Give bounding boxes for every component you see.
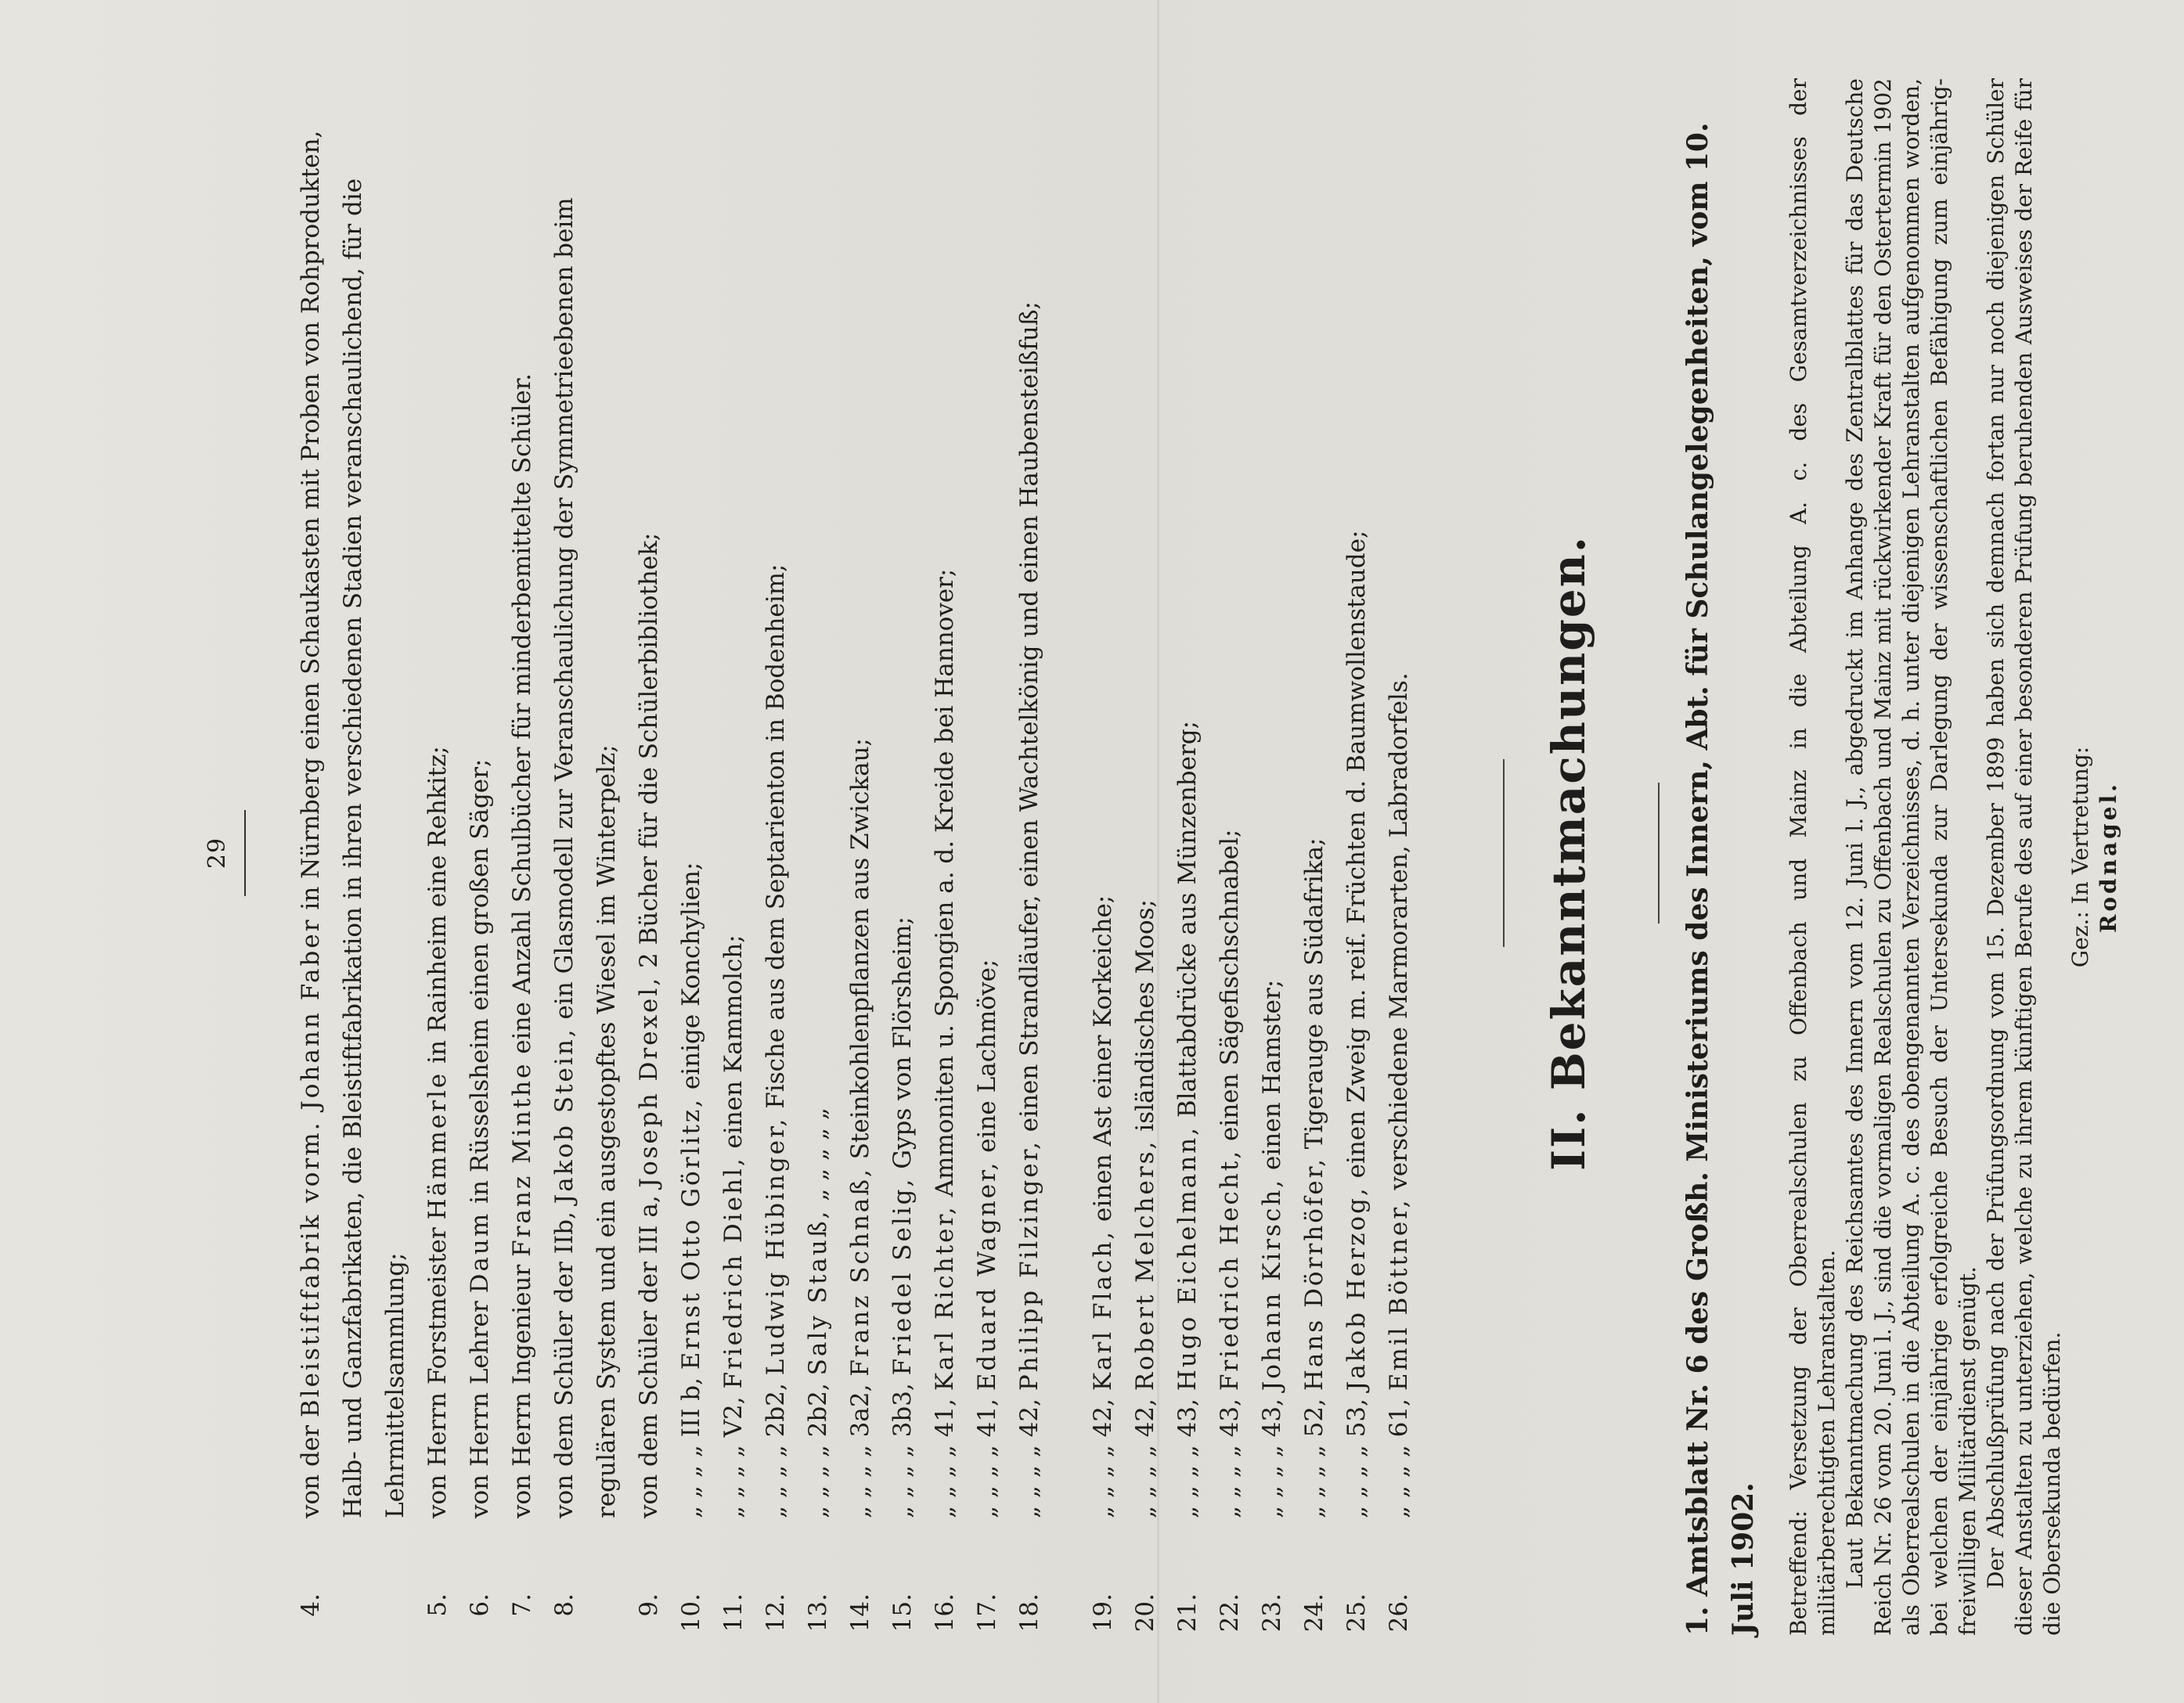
item-description: Tigerauge aus Südafrika;: [1300, 837, 1328, 1150]
list-item: [670, 78, 712, 1636]
item-description: einige Konchylien;: [677, 862, 705, 1090]
item-donor-name: Franz Minthe: [508, 1061, 536, 1257]
item-donor-name: Johann Kirsch,: [1258, 1177, 1286, 1392]
item-number: 5.: [423, 1593, 452, 1617]
item-body: [839, 78, 881, 1518]
item-number: 10.: [677, 1593, 705, 1633]
item-description: einen Sägefischschnabel;: [1216, 829, 1244, 1141]
item-donor-name: Jakob Herzog,: [1342, 1186, 1371, 1392]
list-item: [628, 78, 670, 1636]
item-body: [924, 78, 966, 1518]
notice-heading: 1. Amtsblatt Nr. 6 des Großh. Ministeriums des Innern, Abt. für Schulangelegenheiten, vom 10. Juli 1902.: [1681, 122, 1760, 1636]
list-item: [839, 78, 881, 1636]
item-body: [1378, 78, 1420, 1518]
item-donor-name: Ernst Otto Görlitz,: [677, 1096, 705, 1370]
notice-paragraph-1: Laut Bekanntmachung des Reichsamtes des Innern vom 12. Juni l. J., abgedruckt im Anhange des Zentralblattes für das Deutsche Reich Nr. 26 vom 20. Juni l. J., sind die vormaligen Realschulen zu Offenbach und Mainz mit rückwirkender Kraft für den Ostertermin 1902 als Oberrealschulen in die Abteilung A. c. des obengenannten Verzeichnisses, d. h. unter diejenigen Lehranstalten aufgenommen worden, bei welchen der einjährige erfolgreiche Besuch der Untersekunda zur Darlegung der wissenschaftlichen Befähigung zum einjährig-freiwilligen Militärdienst genügt.: [1842, 78, 1980, 1636]
list-item: [1293, 78, 1335, 1636]
item-donor-name: Hämmerle: [423, 1071, 452, 1220]
item-description: „ „ „ „ „: [804, 1107, 832, 1201]
list-item: [1124, 78, 1166, 1636]
item-body: [416, 78, 459, 1518]
item-description: Gyps von Flörsheim;: [888, 916, 917, 1169]
item-body: [1293, 78, 1335, 1518]
list-item: [543, 78, 628, 1636]
item-description: eine Lachmöve;: [973, 959, 1001, 1153]
notice-signature-line: Gez.: In Vertretung:: [2067, 746, 2093, 968]
item-body: [797, 78, 839, 1518]
item-number: 17.: [973, 1593, 1001, 1633]
item-description: einen Zweig m. reif. Früchten d. Baumwollenstaude;: [1342, 530, 1371, 1179]
item-description: in Rainheim eine Rehkitz;: [423, 746, 452, 1064]
item-prefix: „ „ „ „ 43,: [1258, 1399, 1286, 1518]
item-description: einen Hamster;: [1258, 979, 1286, 1170]
item-number: 22.: [1216, 1593, 1244, 1633]
item-donor-name: Emil Böttner,: [1385, 1197, 1413, 1392]
item-prefix: „ „ „ „ 42,: [1089, 1399, 1117, 1518]
item-donor-name: Karl Flach,: [1089, 1229, 1117, 1392]
list-item: [1335, 78, 1378, 1636]
list-item: [881, 78, 924, 1636]
list-gap: [1051, 78, 1082, 1636]
item-donor-name: Franz Schnaß,: [846, 1167, 874, 1377]
item-prefix: von Herrn Ingenieur: [508, 1264, 536, 1518]
item-body: [290, 78, 416, 1518]
item-prefix: von dem Schüler der III a,: [635, 1195, 663, 1518]
list-item: [416, 78, 459, 1636]
item-prefix: „ „ „ „ 3a2,: [846, 1384, 874, 1518]
item-donor-name: Philipp Filzinger,: [1015, 1140, 1043, 1392]
item-prefix: „ „ „ „ 2b2,: [762, 1383, 790, 1518]
item-donor-name: Hugo Eichelmann,: [1173, 1125, 1202, 1392]
item-body: [459, 78, 501, 1518]
list-item: [1082, 78, 1124, 1636]
item-body: [712, 78, 755, 1518]
item-number: 16.: [931, 1593, 959, 1633]
section-title: II. Bekanntmachungen.: [1542, 535, 1595, 1172]
item-number: 21.: [1173, 1593, 1202, 1633]
item-prefix: „ „ „ „ 42,: [1131, 1399, 1159, 1518]
page-number: 29: [204, 837, 231, 870]
item-body: [501, 78, 543, 1518]
item-donor-name: Joseph Drexel,: [635, 975, 663, 1188]
list-item: [1251, 78, 1293, 1636]
item-prefix: „ „ „ „ 2b2,: [804, 1383, 832, 1518]
item-donor-name: Hans Dörrhöfer,: [1300, 1157, 1328, 1392]
item-description: Fische aus dem Septarienton in Bodenheim;: [762, 563, 790, 1109]
item-donor-name: Friedel Selig,: [888, 1176, 917, 1376]
item-prefix: „ „ „ „ 43,: [1173, 1399, 1202, 1518]
item-donor-name: Friedrich Diehl,: [719, 1156, 748, 1389]
list-item: [1209, 78, 1251, 1636]
list-item: [755, 78, 797, 1636]
item-donor-name: Ludwig Hübinger,: [762, 1116, 790, 1376]
item-body: [670, 78, 712, 1518]
item-donor-name: Bleistiftfabrik vorm. Johann Faber: [297, 917, 325, 1418]
item-number: 20.: [1131, 1593, 1159, 1633]
item-number: 7.: [508, 1593, 536, 1617]
item-prefix: „ „ „ „ 43,: [1216, 1399, 1244, 1518]
item-number: 15.: [888, 1593, 917, 1633]
item-prefix: von dem Schüler der IIb,: [550, 1212, 578, 1518]
item-body: [1166, 78, 1209, 1518]
notice-text: [1785, 78, 2123, 1636]
notice-betreffend: Betreffend: Versetzung der Oberrealschulen zu Offenbach und Mainz in die Abteilung A. c. des Gesamtverzeichnisses der militärberechtigten Lehranstalten.: [1786, 78, 1840, 1636]
item-prefix: „ „ „ „ 61,: [1385, 1399, 1413, 1518]
item-body: [543, 78, 628, 1518]
item-prefix: „ „ „ „ 41,: [931, 1399, 959, 1518]
item-description: Steinkohlenpflanzen aus Zwickau;: [846, 738, 874, 1160]
item-body: [1008, 78, 1051, 1518]
item-description: Blattabdrücke aus Münzenberg;: [1173, 720, 1202, 1118]
donation-list: [290, 78, 1420, 1636]
item-body: [881, 78, 924, 1518]
item-body: [966, 78, 1008, 1518]
page-number-rule: [244, 810, 246, 896]
section-rule: [1503, 759, 1505, 947]
list-item: [501, 78, 543, 1636]
item-donor-name: Daum: [466, 1211, 494, 1294]
item-number: 23.: [1258, 1593, 1286, 1633]
item-prefix: von Herrn Lehrer: [466, 1301, 494, 1518]
list-item: [924, 78, 966, 1636]
item-prefix: „ „ „ „ 41,: [973, 1399, 1001, 1518]
item-description: einen Kammolch;: [719, 934, 748, 1149]
item-donor-name: Eduard Wagner,: [973, 1160, 1001, 1392]
item-number: 13.: [804, 1593, 832, 1633]
item-prefix: „ „ „ „ V2,: [719, 1396, 748, 1518]
list-item: [1378, 78, 1420, 1636]
rotated-page: [172, 70, 2121, 1636]
item-prefix: „ „ „ „ 3b3,: [888, 1383, 917, 1518]
notice-paragraph-2: Der Abschlußprüfung nach der Prüfungsordnung vom 15. Dezember 1899 haben sich demnach fortan nur noch diejenigen Schüler dieser Anstalten zu unterziehen, welche zu ihrem künftigen Berufe des auf einer besonderen Prüfung beruhenden Ausweises der Reife für die Obersekunda bedürfen.: [1983, 78, 2065, 1636]
item-prefix: „ „ „ „ 42,: [1015, 1399, 1043, 1518]
item-description: einen Strandläufer, einen Wachtelkönig und einen Haubensteißfuß;: [1015, 301, 1043, 1132]
list-item: [290, 78, 416, 1636]
item-donor-name: Saly Stauß,: [804, 1208, 832, 1376]
item-body: [628, 78, 670, 1518]
item-body: [1251, 78, 1293, 1518]
item-number: 26.: [1385, 1593, 1413, 1633]
item-donor-name: Robert Melchers,: [1131, 1139, 1159, 1392]
list-item: [966, 78, 1008, 1636]
list-item: [712, 78, 755, 1636]
item-body: [1335, 78, 1378, 1518]
item-description: in Rüsselsheim einen großen Säger;: [466, 758, 494, 1204]
item-number: 4.: [297, 1593, 325, 1617]
item-description: isländisches Moos;: [1131, 899, 1159, 1132]
item-number: 11.: [719, 1593, 748, 1633]
notice-signature-name: Rodnagel.: [2096, 781, 2121, 933]
list-item: [797, 78, 839, 1636]
item-number: 9.: [635, 1593, 663, 1617]
notice-rule: [1658, 783, 1660, 924]
item-prefix: „ „ „ „ 52,: [1300, 1399, 1328, 1518]
item-body: [1082, 78, 1124, 1518]
item-donor-name: Karl Richter,: [931, 1204, 959, 1392]
item-number: 18.: [1015, 1593, 1043, 1633]
item-prefix: von der: [297, 1424, 325, 1518]
item-body: [1209, 78, 1251, 1518]
list-item: [1166, 78, 1209, 1636]
item-number: 12.: [762, 1593, 790, 1633]
item-description: eine Anzahl Schulbücher für minderbemittelte Schüler.: [508, 373, 536, 1054]
item-donor-name: Friedrich Hecht,: [1216, 1148, 1244, 1392]
item-number: 24.: [1300, 1593, 1328, 1633]
item-description: 2 Bücher für die Schülerbibliothek;: [635, 532, 663, 968]
item-description: verschiedene Marmorarten, Labradorfels.: [1385, 672, 1413, 1190]
item-description: Ammoniten u. Spongien a. d. Kreide bei Hannover;: [931, 568, 959, 1197]
list-item: [1008, 78, 1051, 1636]
item-description: in Nürnberg einen Schaukasten mit Proben von Rohprodukten, Halb- und Ganzfabrikaten, die Bleistiftfabrikation in ihren verschiedenen Stadien veranschaulichend, für die Lehrmittelsammlung;: [297, 130, 409, 1518]
item-prefix: „ „ „ „ 53,: [1342, 1399, 1371, 1518]
item-body: [1124, 78, 1166, 1518]
item-description: einen Ast einer Korkeiche;: [1089, 895, 1117, 1222]
item-donor-name: Jakob Stein,: [550, 1027, 578, 1204]
item-number: 14.: [846, 1593, 874, 1633]
item-body: [755, 78, 797, 1518]
item-number: 6.: [466, 1593, 494, 1617]
item-number: 19.: [1089, 1593, 1117, 1633]
list-item: [459, 78, 501, 1636]
item-prefix: „ „ „ „ III b,: [677, 1377, 705, 1518]
item-number: 8.: [550, 1593, 578, 1617]
item-description: ein Glasmodell zur Veranschaulichung der Symmetrieebenen beim regulären System und ein ausgestopftes Wiesel im Winterpelz;: [550, 197, 621, 1518]
item-prefix: von Herrn Forstmeister: [423, 1227, 452, 1518]
item-number: 25.: [1342, 1593, 1371, 1633]
